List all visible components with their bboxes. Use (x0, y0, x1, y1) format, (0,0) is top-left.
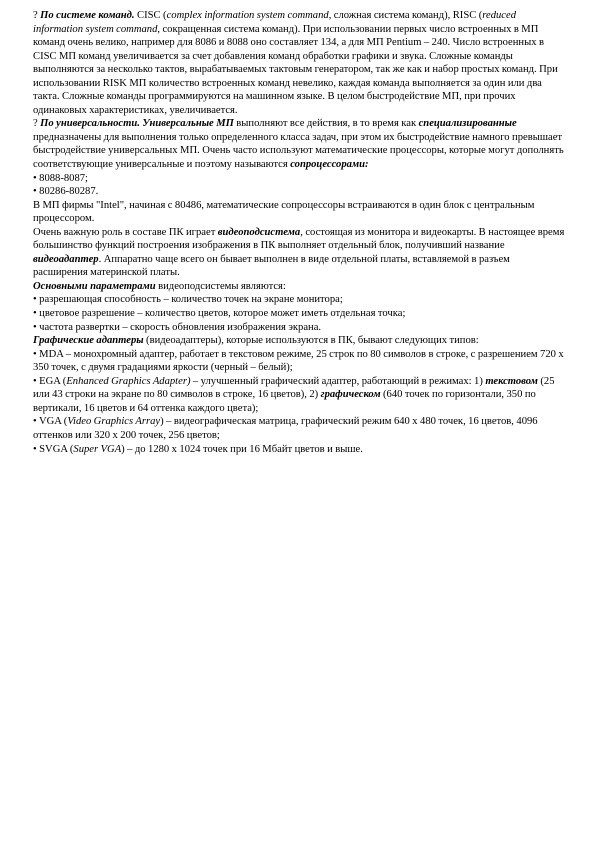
emphasis-bold-italic: текстовом (485, 375, 538, 387)
list-item-coprocessor-8088 (33, 172, 565, 186)
list-item-ega (33, 375, 565, 416)
emphasis-bold-italic: Основными параметрами (33, 280, 156, 292)
emphasis-bold-italic: графическом (320, 389, 381, 401)
text-run: . Аппаратно чаще всего он бывает выполнен в виде отдельной платы, вставляемой в разъем расширения материнской платы. (33, 253, 510, 279)
text-run: ? (33, 118, 41, 130)
text-run: ? (33, 10, 41, 21)
text-run: В МП фирмы "Intel", начиная с 80486, математические сопроцессоры встраиваются в один блок с центральным процессором. (33, 199, 535, 225)
emphasis-bold-italic: Графические адаптеры (33, 335, 144, 347)
paragraph-video-subsystem (33, 226, 565, 280)
list-item-mda (33, 348, 565, 375)
text-run: (640 точек по горизонтали, 350 по вертикали, 16 цветов и 64 оттенка каждого цвета); (33, 389, 536, 414)
text-run: (25 или 43 строки на экране по 80 символов в строке, 16 цветов), 2) (33, 375, 555, 401)
text-run: • частота развертки – скорость обновления изображения экрана. (33, 321, 322, 333)
text-run: • MDA – монохромный адаптер, работает в текстовом режиме, 25 строк по 80 символов в строке, с разрешением 720 х 350 точек, с двумя градациями яркости (черный – белый); (33, 348, 564, 374)
emphasis-italic: Video Graphics Array (67, 416, 161, 428)
text-run: • цветовое разрешение – количество цветов, которое может иметь отдельная точка; (33, 308, 406, 320)
text-run: , сокращенная система команд). При использовании первых число встроенных в МП команд очень велико, например для 8086 и 8088 оно составляет 134, а для МП Pentium – 240. Число встроенных в CISC МП команд увеличивается за счет добавления команд обработки графики и звука. Сложные команды выполняются за несколько тактов, вырабатываемых тактовым генератором, так же как и набор простых команд. При использовании RISK МП количество встроенных команд невелико, каждая команда выполняется за один или два такта. Сложные команды программируются на машинном языке. В целом быстродействие МП, при прочих одинаковых характеристиках, увеличивается. (33, 23, 558, 116)
text-run: , сложная система команд), RISC ( (328, 10, 483, 21)
emphasis-italic: reduced information system command (33, 10, 516, 35)
emphasis-italic: Enhanced Graphics Adapter) (66, 375, 191, 387)
text-run: предназначены для выполнения только определенного класса задач, при этом их быстродействие намного превышает быстродействие универсальных МП. Очень часто используют математические процессоры, которые могут дополнять соответствующие универсальные и поэтому называются (33, 131, 564, 171)
list-item-color-resolution (33, 307, 565, 321)
emphasis-bold-italic: видеоадаптер (33, 253, 99, 265)
list-item-resolution (33, 293, 565, 307)
text-run: ) – до 1280 х 1024 точек при 16 Мбайт цветов и выше. (121, 443, 363, 455)
text-run: (видеоадаптеры), которые используются в ПК, бывают следующих типов: (143, 335, 479, 347)
text-run: ) – видеографическая матрица, графический режим 640 х 480 точек, 16 цветов, 4096 оттенков или 320 х 200 точек, 256 цветов; (33, 416, 538, 441)
emphasis-bold-italic: По универсальности. Универсальные МП (40, 118, 234, 130)
text-run: • 80286-80287. (33, 186, 99, 198)
emphasis-italic: complex information system command (166, 10, 329, 21)
list-item-refresh-rate (33, 321, 565, 335)
emphasis-bold-italic: По системе команд. (40, 10, 135, 21)
list-item-svga (33, 443, 565, 457)
paragraph-universality (33, 117, 565, 171)
text-run: • EGA ( (33, 375, 67, 387)
paragraph-graphics-adapters (33, 334, 565, 348)
text-run: – улучшенный графический адаптер, работающий в режимах: 1) (190, 375, 486, 387)
text-run: видеоподсистемы являются: (155, 280, 286, 292)
list-item-vga (33, 415, 565, 442)
text-run: • VGA ( (33, 416, 68, 428)
text-run: выполняют все действия, в то время как (233, 118, 419, 130)
text-run: , состоящая из монитора и видеокарты. В настоящее время большинство функций построения изображения в ПК выполняет отдельный блок, получивший название (33, 226, 565, 252)
paragraph-main-parameters (33, 280, 565, 294)
list-item-coprocessor-80286 (33, 185, 565, 199)
text-run: • разрешающая способность – количество точек на экране монитора; (33, 294, 343, 306)
paragraph-intel-80486 (33, 199, 565, 226)
text-run: • 8088-8087; (33, 172, 89, 184)
emphasis-bold-italic: сопроцессорами: (290, 159, 369, 171)
text-run: • SVGA ( (33, 443, 74, 455)
text-run: Очень важную роль в составе ПК играет (33, 226, 218, 238)
emphasis-bold-italic: специализированные (418, 118, 517, 130)
text-run: CISC ( (134, 10, 167, 21)
emphasis-italic: Super VGA (73, 443, 122, 455)
paragraph-instruction-set (33, 9, 565, 117)
emphasis-bold-italic: видеоподсистема (217, 226, 301, 238)
